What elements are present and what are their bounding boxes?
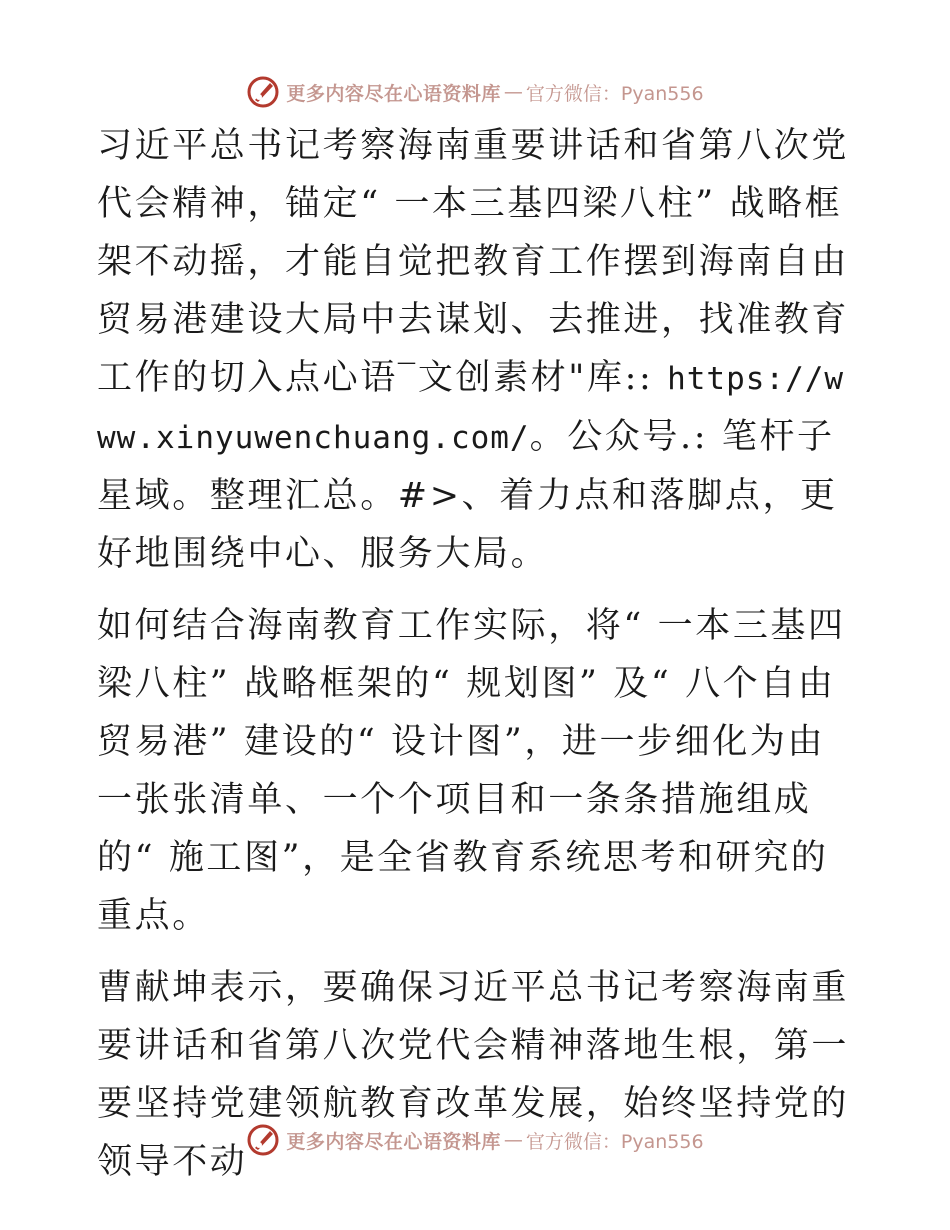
quill-seal-icon — [246, 75, 280, 109]
banner-text: 更多内容尽在心语资料库 — [286, 1130, 501, 1153]
quill-seal-icon — [246, 1123, 280, 1157]
paragraph-1-text-cont: 。公众号.: 笔杆子星域。整理汇总。#>、着力点和落脚点，更好地围绕中心、服务大局。 — [97, 417, 838, 574]
banner-separator: — — [503, 1129, 523, 1151]
footer-watermark-banner — [0, 1120, 950, 1160]
document-body — [97, 117, 857, 1191]
paragraph-2: 如何结合海南教育工作实际，将“ 一本三基四梁八柱” 战略框架的“ 规划图” 及“ 八个自由贸易港” 建设的“ 设计图”，进一步细化为由一张张清单、一个个项目和一条条措施组成的“ 施工图”，是全省教育系统思考和研究的重点。 — [97, 606, 846, 936]
banner-wechat: 官方微信：Pyan556 — [525, 1130, 704, 1153]
paragraph-1-url: https://www.xinyuwenchuang.com/ — [97, 361, 845, 456]
banner-separator: — — [503, 81, 523, 103]
paragraph-3: 曹献坤表示，要确保习近平总书记考察海南重要讲话和省第八次党代会精神落地生根，第一要坚持党建领航教育改革发展，始终坚持党的领导不动 — [97, 968, 850, 1182]
header-watermark-banner — [0, 72, 950, 112]
banner-wechat: 官方微信：Pyan556 — [525, 82, 704, 105]
banner-text: 更多内容尽在心语资料库 — [286, 82, 501, 105]
paragraph-1 — [97, 117, 857, 583]
paragraph-1-text: 习近平总书记考察海南重要讲话和省第八次党代会精神，锚定“ 一本三基四梁八柱” 战略框架不动摇，才能自觉把教育工作摆到海南自由贸易港建设大局中去谋划、去推进，找准教育工作的切入点心语‾文创素材"库:: — [97, 126, 850, 398]
